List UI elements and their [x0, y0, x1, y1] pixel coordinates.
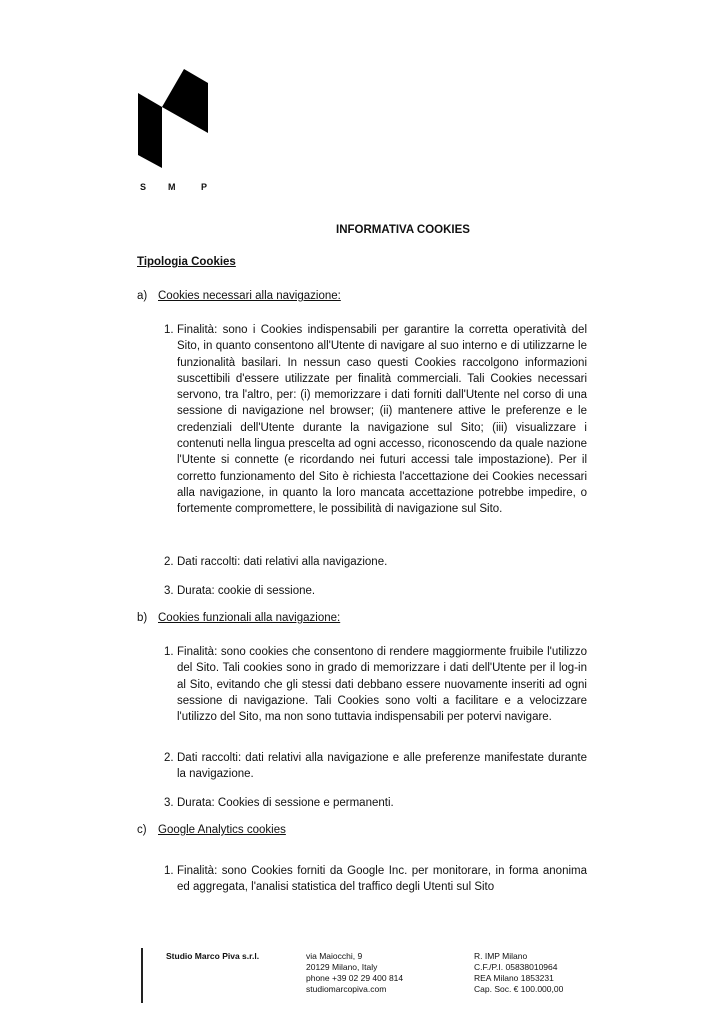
logo-letter-s: S	[140, 182, 147, 192]
footer-phone: phone +39 02 29 400 814	[306, 973, 404, 983]
subsection-c-heading	[137, 824, 286, 836]
item-text: Durata: Cookies di sessione e permanenti.	[177, 797, 394, 809]
footer-street: via Maiocchi, 9	[306, 951, 363, 961]
footer-company: Studio Marco Piva s.r.l.	[166, 951, 260, 961]
subsection-title: Google Analytics cookies	[158, 824, 286, 836]
footer-legal	[474, 951, 563, 995]
item-text: Dati raccolti: dati relativi alla navigazione.	[177, 556, 388, 568]
list-item	[164, 322, 587, 518]
subsection-title: Cookies necessari alla navigazione:	[158, 290, 341, 302]
item-text: Durata: cookie di sessione.	[177, 585, 316, 597]
item-text: Finalità: sono Cookies forniti da Google Inc. per monitorare, in forma anonima ed aggregata, l'analisi statistica del traffico degli Utenti sul Sito	[177, 865, 587, 894]
item-number: 2.	[164, 556, 174, 568]
document-title: INFORMATIVA COOKIES	[336, 224, 470, 236]
footer-registry: R. IMP Milano	[474, 951, 528, 961]
subsection-label: b)	[137, 612, 148, 624]
footer-tax-id: C.F./P.I. 05838010964	[474, 962, 558, 972]
footer-divider	[141, 948, 143, 1003]
footer-rea: REA Milano 1853231	[474, 973, 554, 983]
subsection-a-heading	[137, 290, 341, 302]
list-item	[164, 795, 587, 811]
item-number: 2.	[164, 752, 174, 764]
logo-letter-p: P	[201, 182, 208, 192]
item-text: Finalità: sono i Cookies indispensabili per garantire la corretta operatività del Sito, in quanto consentono all'Utente di navigare al suo interno e di utilizzarne le funzionalità basilari. In nessun caso questi Cookies raccolgono informazioni suscettibili d'essere utilizzate per finalità commerciali. Tali Cookies necessari servono, tra l'altro, per: (i) memorizzare i dati forniti dall'Utente nel corso di una sessione di navigazione nel browser; (ii) mantenere attive le preferenze e le credenziali dell'Utente durante la navigazione sul Sito; (iii) visualizzare i contenuti nella lingua prescelta ad ogni accesso, riconoscendo da quale nazione l'Utente si connette (e ricordando nei futuri accessi tale impostazione). Per il corretto funzionamento del Sito è richiesta l'accettazione dei Cookies necessari alla navigazione, in quanto la loro mancata accettazione potrebbe impedire, o fortemente compromettere, le possibilità di navigazione sul Sito.	[177, 324, 587, 516]
list-item	[164, 583, 587, 599]
item-number: 3.	[164, 585, 174, 597]
subsection-label: a)	[137, 290, 148, 302]
item-text: Dati raccolti: dati relativi alla navigazione e alle preferenze manifestate durante la navigazione.	[177, 752, 587, 781]
smp-logo-icon	[136, 66, 212, 172]
item-number: 3.	[164, 797, 174, 809]
subsection-b-heading	[137, 612, 340, 624]
list-item	[164, 863, 587, 896]
logo-letter-m: M	[168, 182, 176, 192]
item-number: 1.	[164, 865, 174, 877]
item-number: 1.	[164, 324, 174, 336]
subsection-label: c)	[137, 824, 147, 836]
item-text: Finalità: sono cookies che consentono di rendere maggiormente fruibile l'utilizzo del Sito. Tali cookies sono in grado di memorizzare i dati dell'Utente per il log-in al Sito, evitando che gli stessi dati debbano essere nuovamente inseriti ad ogni sessione di navigazione. Tali Cookies sono volti a facilitare e a velocizzare l'utilizzo del Sito, ma non sono tuttavia indispensabili per potervi navigare.	[177, 646, 587, 724]
footer-website-link[interactable]: studiomarcopiva.com	[306, 984, 387, 994]
subsection-title: Cookies funzionali alla navigazione:	[158, 612, 341, 624]
footer-address	[306, 951, 403, 995]
list-item	[164, 644, 587, 725]
list-item	[164, 554, 587, 570]
item-number: 1.	[164, 646, 174, 658]
footer-capital: Cap. Soc. € 100.000,00	[474, 984, 564, 994]
footer-city: 20129 Milano, Italy	[306, 962, 378, 972]
list-item	[164, 750, 587, 783]
section-heading: Tipologia Cookies	[137, 256, 236, 268]
